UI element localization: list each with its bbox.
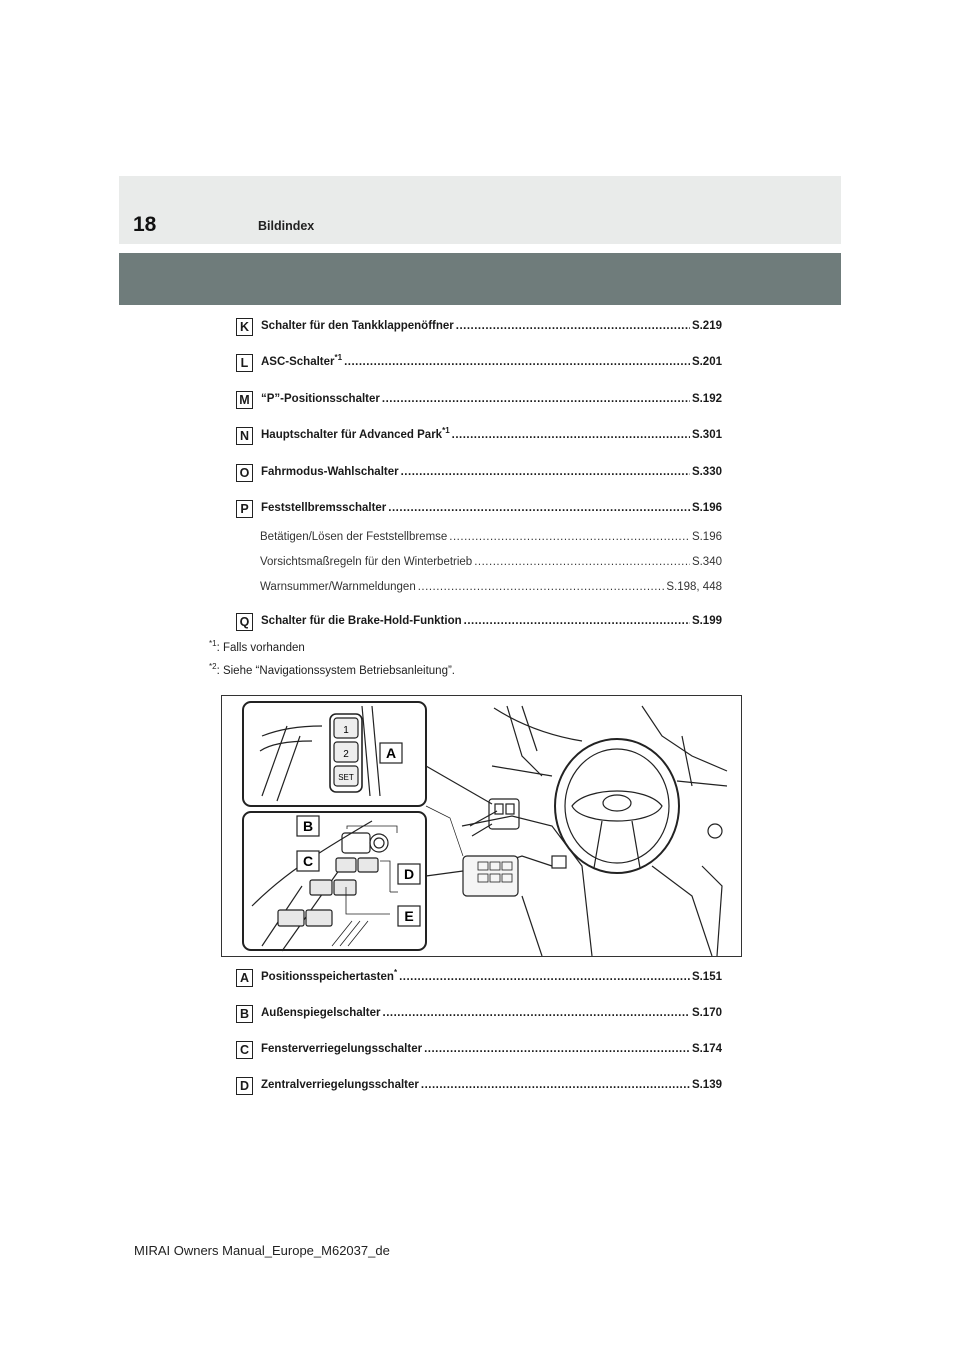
leader-dots — [344, 356, 690, 368]
entry-label: “P”-Positionsschalter — [261, 393, 380, 405]
leader-dots — [474, 556, 690, 568]
footer-manual-id: MIRAI Owners Manual_Europe_M62037_de — [134, 1243, 390, 1258]
entry-letter: M — [236, 391, 253, 409]
index-entry-k — [236, 318, 722, 336]
memory-button-2-label: 2 — [343, 749, 349, 760]
callout-e: E — [404, 908, 414, 924]
sub-entry — [260, 581, 722, 593]
entry-page-link[interactable]: S.139 — [691, 1079, 722, 1091]
entry-label: Zentralverriegelungsschalter — [261, 1079, 419, 1091]
leader-dots — [421, 1079, 690, 1091]
sub-entry-label: Betätigen/Lösen der Feststellbremse — [260, 531, 448, 543]
entry-letter: O — [236, 464, 253, 482]
entry-page-link[interactable]: S.330 — [691, 466, 722, 478]
entry-label: Außenspiegelschalter — [261, 1007, 381, 1019]
sub-entry — [260, 556, 722, 568]
entry-page-link[interactable]: S.201 — [691, 356, 722, 368]
leader-dots — [464, 615, 690, 627]
index-entry-m — [236, 391, 722, 409]
entry-letter: C — [236, 1041, 253, 1059]
index-entry-l — [236, 354, 722, 372]
entry-label: ASC-Schalter — [261, 356, 335, 368]
footnote-mark: *1 — [209, 639, 217, 648]
sub-entry-page-link[interactable]: S.340 — [691, 556, 722, 568]
entry-letter: P — [236, 500, 253, 518]
leader-dots — [383, 1007, 690, 1019]
index-entry-p — [236, 500, 722, 518]
entry-footnote-mark: *1 — [442, 426, 450, 436]
leader-dots — [449, 531, 690, 543]
index-entry-c — [236, 1041, 722, 1059]
callout-b: B — [302, 818, 314, 834]
sub-entry-label: Vorsichtsmaßregeln für den Winterbetrieb — [260, 556, 473, 568]
entry-page-link[interactable]: S.196 — [691, 502, 722, 514]
entry-letter: B — [236, 1005, 253, 1023]
entry-page-link[interactable]: S.219 — [691, 320, 722, 332]
header-band — [119, 176, 841, 244]
entry-label: Positionsspeichertasten — [261, 971, 394, 983]
sub-entry-page-link[interactable]: S.196 — [691, 531, 722, 543]
entry-page-link[interactable]: S.192 — [691, 393, 722, 405]
section-title: Bildindex — [258, 219, 315, 233]
index-entry-b — [236, 1005, 722, 1023]
entry-letter: L — [236, 354, 253, 372]
index-entry-a — [236, 969, 722, 987]
index-entry-o — [236, 464, 722, 482]
set-button-label: SET — [338, 773, 354, 782]
index-entry-d — [236, 1077, 722, 1095]
callout-d: D — [403, 866, 415, 882]
index-entry-n — [236, 427, 722, 445]
footnote-2 — [209, 662, 455, 677]
leader-dots — [456, 320, 690, 332]
entry-label: Schalter für die Brake-Hold-Funktion — [261, 615, 462, 627]
entry-label: Fahrmodus-Wahlschalter — [261, 466, 399, 478]
leader-dots — [418, 581, 665, 593]
entry-page-link[interactable]: S.199 — [691, 615, 722, 627]
page-number: 18 — [133, 213, 157, 236]
leader-dots — [382, 393, 690, 405]
leader-dots — [388, 502, 690, 514]
entry-letter: A — [236, 969, 253, 987]
entry-label: Schalter für den Tankklappenöffner — [261, 320, 454, 332]
index-entry-q — [236, 613, 722, 631]
footnote-text: : Falls vorhanden — [216, 641, 305, 654]
leader-dots — [399, 971, 690, 983]
leader-dots — [401, 466, 690, 478]
footnote-text: : Siehe “Navigationssystem Betriebsanleitung”. — [216, 664, 455, 677]
entry-footnote-mark: * — [393, 968, 398, 978]
illustration-svg — [222, 696, 741, 956]
sub-entry — [260, 531, 722, 543]
leader-dots — [452, 429, 690, 441]
entry-label: Feststellbremsschalter — [261, 502, 387, 514]
callout-a: A — [385, 745, 397, 761]
entry-letter: Q — [236, 613, 253, 631]
leader-dots — [424, 1043, 690, 1055]
memory-button-1-label: 1 — [343, 725, 349, 736]
entry-page-link[interactable]: S.170 — [691, 1007, 722, 1019]
sub-entry-page-link[interactable]: S.198, 448 — [666, 581, 722, 593]
entry-page-link[interactable]: S.301 — [691, 429, 722, 441]
entry-letter: N — [236, 427, 253, 445]
entry-letter: K — [236, 318, 253, 336]
callout-c: C — [302, 853, 314, 869]
entry-footnote-mark: *1 — [334, 353, 343, 363]
entry-page-link[interactable]: S.151 — [691, 971, 722, 983]
footnote-1 — [209, 639, 305, 654]
entry-page-link[interactable]: S.174 — [691, 1043, 722, 1055]
entry-label: Hauptschalter für Advanced Park — [261, 429, 443, 441]
door-switches-illustration — [221, 695, 742, 957]
header-dark-band — [119, 253, 841, 305]
sub-entry-label: Warnsummer/Warnmeldungen — [260, 581, 416, 593]
entry-label: Fensterverriegelungsschalter — [261, 1043, 423, 1055]
footnote-mark: *2 — [209, 662, 217, 671]
entry-letter: D — [236, 1077, 253, 1095]
